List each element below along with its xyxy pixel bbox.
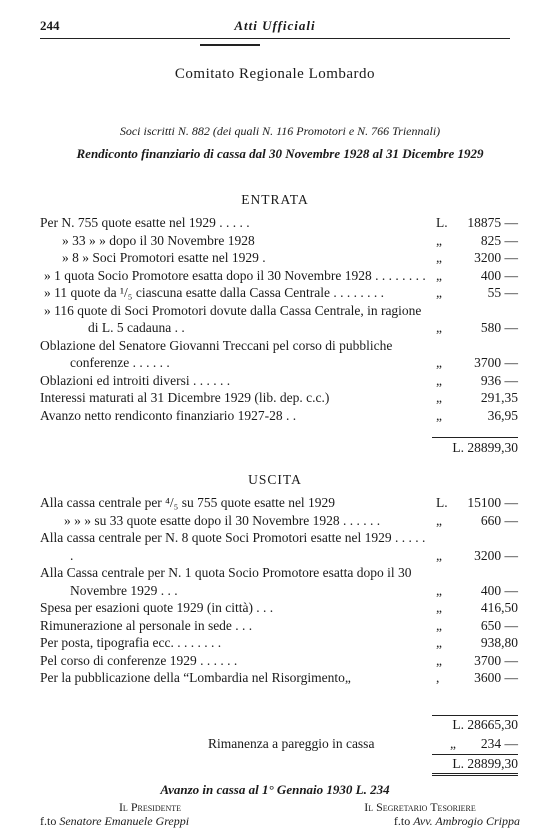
- grand-total: L. 28899,30: [452, 756, 518, 771]
- signature-name: Avv. Ambrogio Crippa: [413, 814, 520, 828]
- entrata-row: [40, 249, 518, 267]
- row-amount: 3700 —: [474, 652, 518, 668]
- uscita-row: [40, 564, 518, 599]
- ornament-rule: [200, 44, 260, 46]
- entrata-list: [40, 214, 518, 424]
- entrata-row: [40, 372, 518, 390]
- row-currency: ,: [436, 670, 440, 685]
- row-text: Interessi maturati al 31 Dicembre 1929 (lib. dep. c.c.): [40, 390, 330, 405]
- uscita-row: [40, 529, 518, 564]
- row-currency: „: [436, 372, 442, 388]
- remainder-amount: 234 —: [480, 736, 518, 751]
- entrata-row: [40, 232, 518, 250]
- uscita-row: [40, 599, 518, 617]
- row-currency: „: [436, 390, 442, 405]
- row-currency: „: [436, 582, 442, 598]
- header-rule: [40, 38, 510, 39]
- remainder-currency: „: [450, 736, 456, 751]
- row-currency: „: [436, 512, 442, 528]
- row-currency: „: [436, 285, 442, 300]
- row-currency: „: [436, 407, 442, 423]
- row-currency: „: [436, 355, 442, 370]
- row-amount: 650 —: [480, 617, 518, 633]
- signature-name: Senatore Emanuele Greppi: [59, 814, 190, 828]
- uscita-total-rule: [432, 715, 518, 716]
- row-text: » 116 quote di Soci Promotori dovute dalla Cassa Centrale, in ragione di L. 5 cadauna . .: [44, 302, 425, 335]
- row-currency: L.: [436, 215, 448, 230]
- row-amount: 3600 —: [474, 670, 518, 685]
- entrata-heading: ENTRATA: [241, 192, 309, 207]
- uscita-row: [40, 652, 518, 670]
- row-amount: 400 —: [480, 582, 518, 598]
- row-currency: „: [436, 267, 442, 283]
- page-header: [40, 18, 510, 38]
- signature-role: Il Presidente: [118, 800, 182, 814]
- uscita-row: [40, 634, 518, 652]
- row-amount: 18875 —: [467, 215, 518, 230]
- entrata-row: [40, 407, 518, 425]
- signature-prefix: f.to: [393, 814, 411, 828]
- row-text: » 11 quote da ¹/₅ ciascuna esatte dalla Cassa Centrale . . . . . . . .: [44, 285, 385, 300]
- uscita-heading: USCITA: [248, 472, 302, 487]
- row-currency: „: [436, 600, 442, 615]
- row-text: Avanzo netto rendiconto finanziario 1927-28 . .: [40, 407, 297, 423]
- row-currency: L.: [436, 495, 448, 510]
- signature-president-name: [40, 814, 270, 829]
- row-amount: 580 —: [480, 320, 518, 335]
- entrata-row: [40, 302, 518, 337]
- entrata-row: [40, 389, 518, 407]
- running-title: Atti Ufficiali: [234, 18, 316, 33]
- row-text: » 8 » Soci Promotori esatte nel 1929 .: [62, 250, 266, 265]
- committee-title: Comitato Regionale Lombardo: [174, 66, 376, 82]
- row-amount: 825 —: [480, 232, 518, 248]
- members-subtitle: Soci iscritti N. 882 (dei quali N. 116 Promotori e N. 766 Triennali): [119, 124, 441, 138]
- row-amount: 938,80: [480, 635, 518, 650]
- row-amount: 291,35: [480, 390, 518, 405]
- row-text: Alla Cassa centrale per N. 1 quota Socio Promotore esatta dopo il 30 Novembre 1929 . . .: [40, 565, 415, 598]
- row-currency: „: [436, 635, 442, 650]
- row-text: Per la pubblicazione della “Lombardia nel Risorgimento„: [40, 670, 351, 685]
- row-text: Per N. 755 quote esatte nel 1929 . . . . .: [40, 215, 250, 230]
- report-subtitle: Rendiconto finanziario di cassa dal 30 Novembre 1928 al 31 Dicembre 1929: [76, 146, 484, 161]
- row-text: Alla cassa centrale per ⁴/₅ su 755 quote esatte nel 1929: [40, 495, 336, 510]
- row-amount: 3200 —: [474, 250, 518, 265]
- row-amount: 3200 —: [474, 547, 518, 563]
- grand-total-double-rule: [432, 773, 518, 776]
- row-text: Pel corso di conferenze 1929 . . . . . .: [40, 652, 238, 668]
- row-amount: 400 —: [480, 267, 518, 283]
- row-text: » 33 » » dopo il 30 Novembre 1928: [62, 232, 255, 248]
- row-amount: 36,95: [487, 407, 518, 423]
- row-text: Oblazione del Senatore Giovanni Treccani pel corso di pubbliche conferenze . . . . . .: [40, 337, 396, 370]
- row-text: » » » su 33 quote esatte dopo il 30 Novembre 1928 . . . . . .: [64, 512, 381, 528]
- page-number: 244: [40, 18, 60, 33]
- row-amount: 3700 —: [474, 355, 518, 370]
- row-currency: „: [436, 652, 442, 668]
- uscita-row: [40, 512, 518, 530]
- row-currency: „: [436, 250, 442, 265]
- uscita-total: L. 28665,30: [452, 717, 518, 732]
- entrata-row: [40, 214, 518, 232]
- uscita-row: [40, 669, 518, 687]
- row-text: Oblazioni ed introiti diversi . . . . . .: [40, 372, 231, 388]
- remainder-label: Rimanenza a pareggio in cassa: [208, 736, 375, 751]
- uscita-row: [40, 617, 518, 635]
- row-text: Alla cassa centrale per N. 8 quote Soci Promotori esatte nel 1929 . . . . . .: [40, 530, 429, 563]
- row-text: » 1 quota Socio Promotore esatta dopo il 30 Novembre 1928 . . . . . . . .: [44, 267, 426, 283]
- entrata-row: [40, 267, 518, 285]
- signature-treasurer-name: [330, 814, 520, 829]
- row-amount: 660 —: [480, 512, 518, 528]
- row-currency: „: [436, 547, 442, 563]
- row-amount: 416,50: [480, 600, 518, 615]
- entrata-row: [40, 337, 518, 372]
- entrata-total: L. 28899,30: [452, 440, 518, 455]
- signature-role: Il Segretario Tesoriere: [364, 800, 476, 814]
- row-currency: „: [436, 617, 442, 633]
- row-text: Spesa per esazioni quote 1929 (in città) . . .: [40, 600, 274, 615]
- row-currency: „: [436, 320, 442, 335]
- uscita-list: [40, 494, 518, 687]
- closing-balance: Avanzo in cassa al 1° Gennaio 1930 L. 234: [160, 782, 390, 797]
- entrata-total-rule: [432, 437, 518, 438]
- signature-treasurer: [320, 800, 520, 815]
- row-text: Rimunerazione al personale in sede . . .: [40, 617, 253, 633]
- grand-total-rule: [432, 754, 518, 755]
- row-amount: 15100 —: [467, 495, 518, 510]
- row-text: Per posta, tipografia ecc. . . . . . . .: [40, 635, 222, 650]
- entrata-row: [40, 284, 518, 302]
- row-amount: 55 —: [487, 285, 518, 300]
- signature-prefix: f.to: [40, 814, 57, 828]
- uscita-row: [40, 494, 518, 512]
- signature-president: [40, 800, 260, 815]
- row-amount: 936 —: [480, 372, 518, 388]
- row-currency: „: [436, 232, 442, 248]
